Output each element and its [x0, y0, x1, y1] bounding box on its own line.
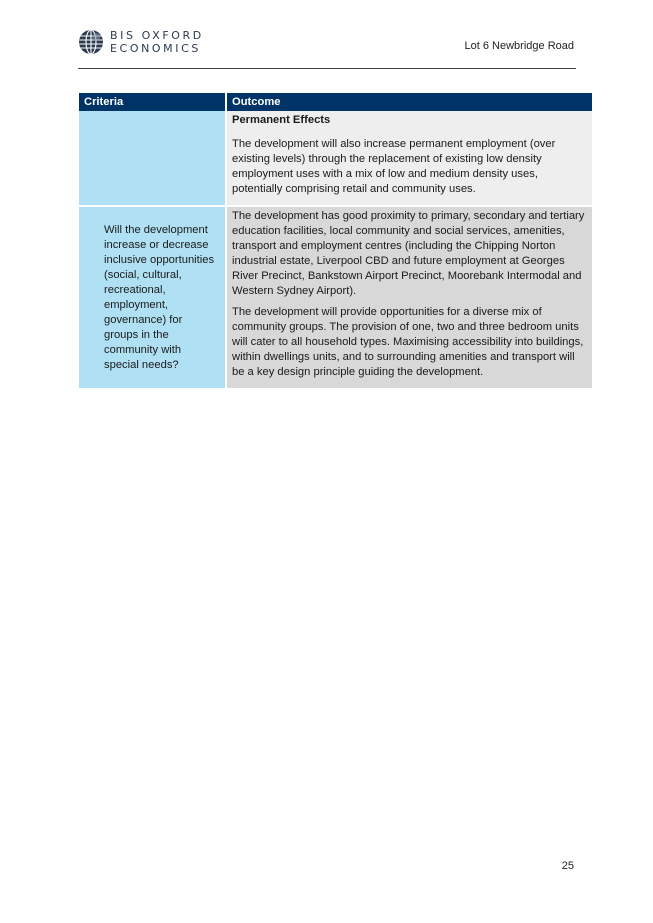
document-title: Lot 6 Newbridge Road — [464, 40, 574, 52]
logo-line-2: ECONOMICS — [110, 42, 201, 55]
logo-wordmark — [110, 29, 204, 55]
column-header-outcome: Outcome — [226, 93, 592, 111]
outcome-cell — [226, 111, 592, 206]
outcome-cell — [226, 206, 592, 388]
outcome-paragraph: The development will also increase permanent employment (over existing levels) through the replacement of existing low density employment uses with a mix of low and medium density uses, potentially comprising retail and community uses. — [232, 138, 556, 195]
globe-icon — [78, 29, 104, 55]
outcome-paragraph: The development has good proximity to primary, secondary and tertiary education facilities, local community and social services, amenities, transport and employment centres (including the Chipping Norton industrial estate, Liverpool CBD and future employment at Georges River Precinct, Bankstown Airport Precinct, Moorebank Intermodal and Western Sydney Airport). — [232, 210, 585, 297]
column-header-criteria: Criteria — [79, 93, 226, 111]
criteria-cell: Will the development increase or decrease inclusive opportunities (social, cultural, recreational, employment, governance) for groups in the community with special needs? — [79, 206, 226, 388]
outcome-paragraph: The development will provide opportunities for a diverse mix of community groups. The provision of one, two and three bedroom units will cater to all household types. Maximising accessibility into buildings, within dwellings units, and to surrounding amenities and transport will be a key design principle guiding the development. — [232, 306, 584, 378]
company-logo — [78, 29, 204, 55]
criteria-table — [79, 93, 592, 388]
outcome-subheading: Permanent Effects — [232, 114, 331, 126]
criteria-cell — [79, 111, 226, 206]
table-row — [79, 206, 592, 388]
page-number: 25 — [561, 860, 574, 872]
header-divider — [78, 68, 576, 69]
logo-line-1: BIS OXFORD — [110, 29, 204, 42]
table-header-row — [79, 93, 592, 111]
table-row — [79, 111, 592, 206]
